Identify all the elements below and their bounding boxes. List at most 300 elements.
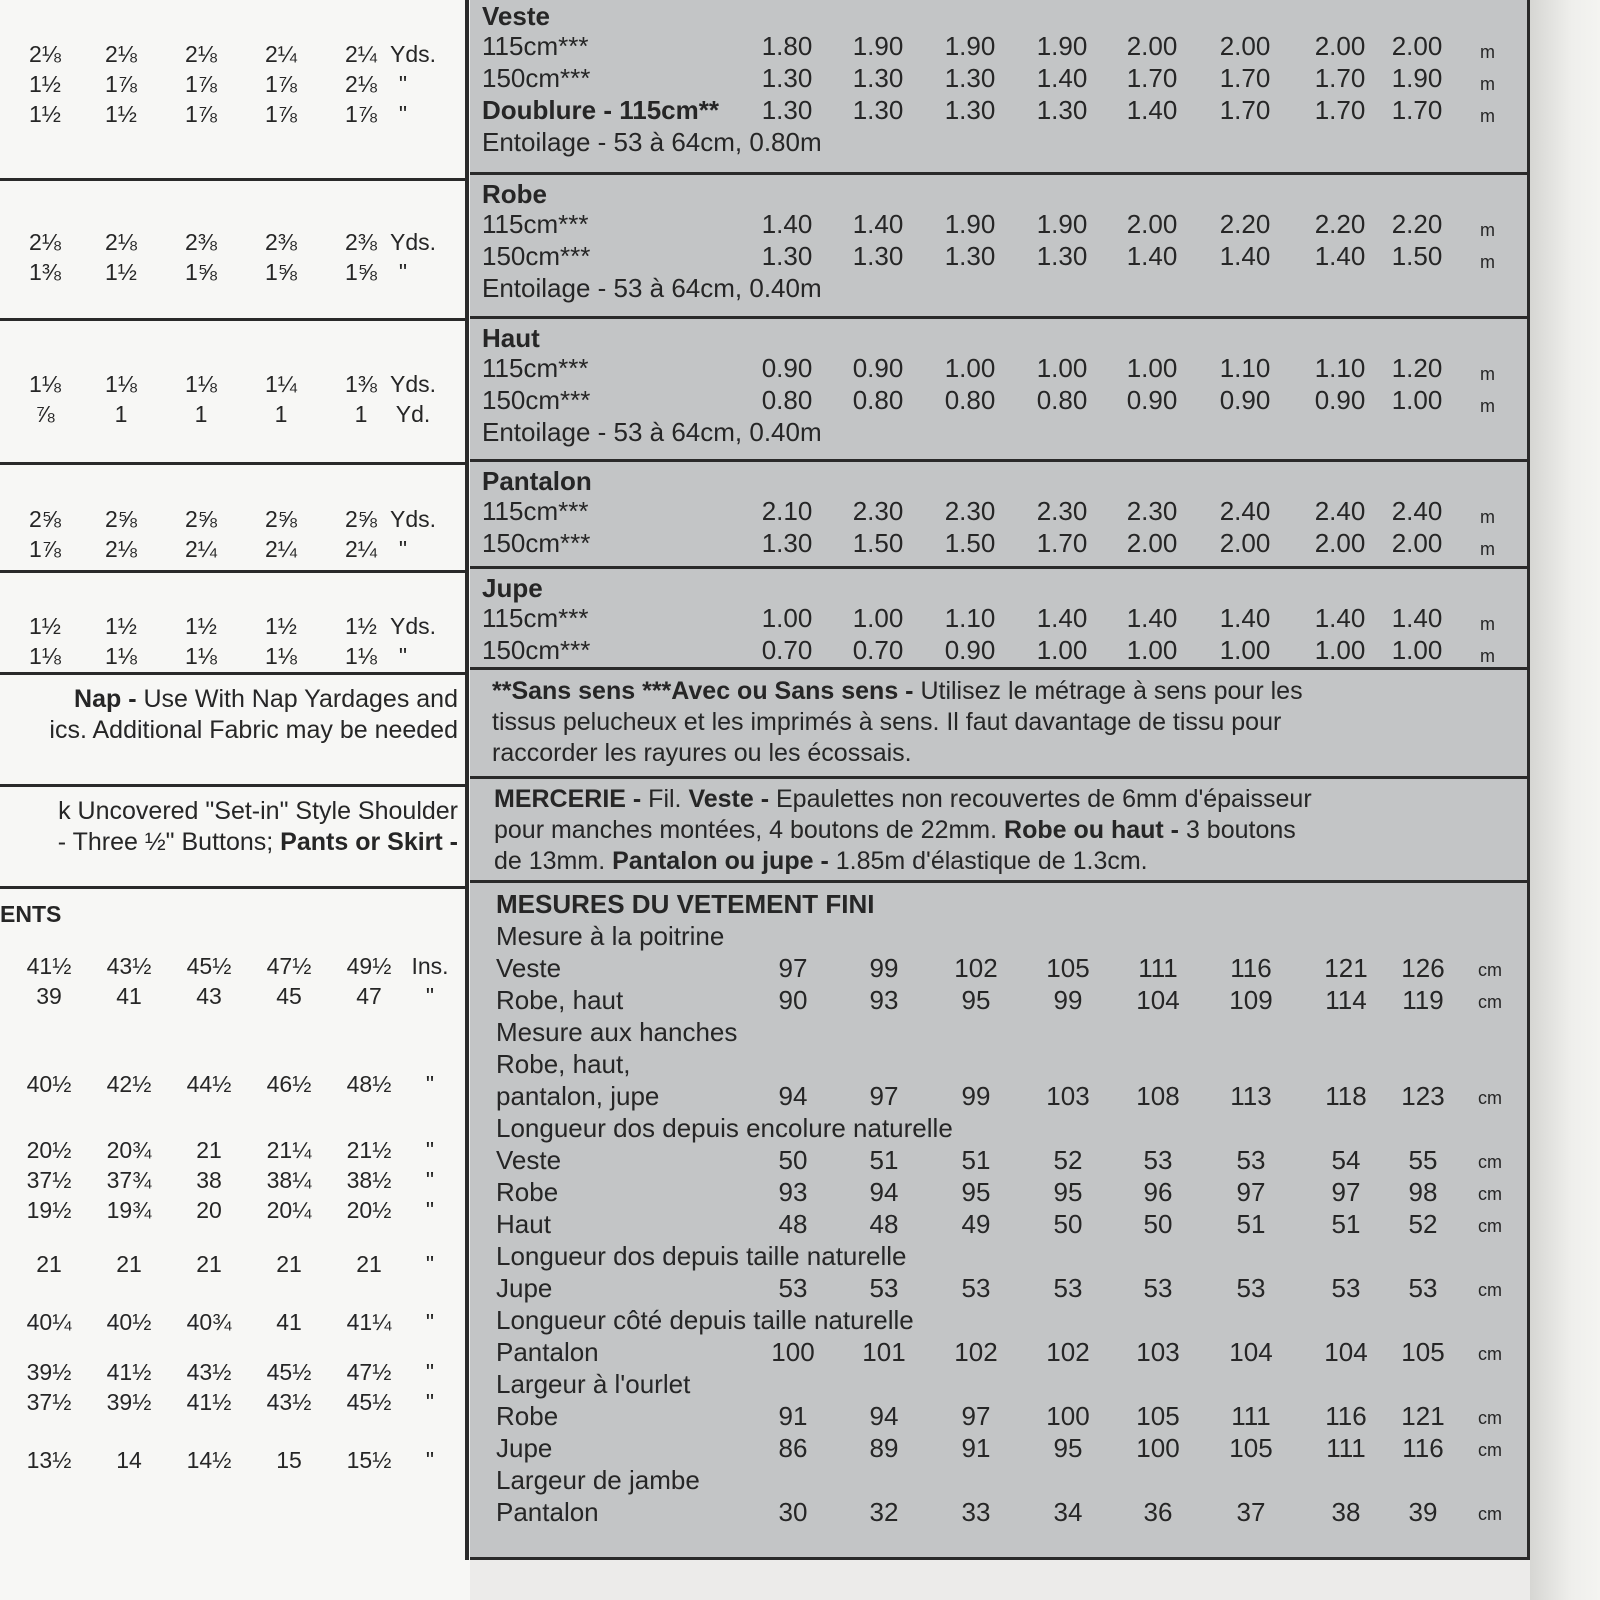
yardage-value: 2.20 <box>1219 209 1271 239</box>
yardage-value: 1.10 <box>1314 353 1366 383</box>
measurement-row <box>470 1080 1530 1112</box>
yardage-row <box>470 94 1530 126</box>
yardage-value: 0.80 <box>852 385 904 415</box>
measurement-value: 20½ <box>346 1197 392 1223</box>
yardage-value: 1.00 <box>1126 353 1178 383</box>
section-divider <box>470 172 1530 175</box>
notions-text: pour manches montées, 4 boutons de 22mm. <box>494 816 1005 844</box>
yardage-value: 2.40 <box>1314 496 1366 526</box>
yardage-row <box>0 370 466 398</box>
section-divider <box>470 880 1530 883</box>
unit-label: m <box>1480 220 1495 240</box>
yardage-value: 1.40 <box>1219 241 1271 271</box>
measurement-value: 34 <box>1053 1497 1083 1527</box>
yardage-value: 1.10 <box>1219 353 1271 383</box>
fabric-width-label: 150cm*** <box>482 528 591 558</box>
yardage-value: 1.30 <box>944 241 996 271</box>
measurement-value: 94 <box>869 1401 899 1431</box>
yardage-value: 2.00 <box>1126 31 1178 61</box>
yardage-value: 1.20 <box>1391 353 1443 383</box>
yardage-value: 2⅝ <box>185 506 217 532</box>
unit-label: " <box>425 1137 435 1163</box>
measurement-label: Longueur dos depuis taille naturelle <box>496 1241 907 1271</box>
yardage-section-veste <box>470 0 1530 172</box>
yardage-value: 2.00 <box>1391 528 1443 558</box>
yardage-value: 2.00 <box>1219 31 1271 61</box>
yardage-row <box>0 258 466 286</box>
measurement-value: 51 <box>869 1145 899 1175</box>
measurement-value: 53 <box>1143 1273 1173 1303</box>
measurement-value: 53 <box>1408 1273 1438 1303</box>
measurement-value: 39 <box>36 983 62 1009</box>
nap-note-en <box>0 684 466 746</box>
measurement-value: 101 <box>862 1337 906 1367</box>
yardage-value: 1½ <box>345 613 377 639</box>
yardage-value: 1½ <box>185 613 217 639</box>
yardage-row <box>470 208 1530 240</box>
yardage-value: 0.90 <box>944 635 996 665</box>
unit-label: cm <box>1478 1088 1502 1108</box>
garment-name: Pantalon <box>482 466 592 496</box>
yardage-value: 0.80 <box>761 385 813 415</box>
yardage-value: 1⅛ <box>185 371 217 397</box>
fabric-width-label: 115cm*** <box>482 603 589 633</box>
yardage-value: 1.30 <box>761 63 813 93</box>
measurement-row <box>0 1136 466 1164</box>
interfacing-note: Entoilage - 53 à 64cm, 0.80m <box>482 127 822 157</box>
notions-text: k Uncovered "Set-in" Style Shoulder <box>58 797 458 825</box>
measurement-value: 98 <box>1408 1177 1438 1207</box>
measurement-value: 103 <box>1136 1337 1180 1367</box>
unit-label: cm <box>1478 1440 1502 1460</box>
yardage-value: 2.40 <box>1391 496 1443 526</box>
measurement-value: 40½ <box>26 1071 72 1097</box>
measurement-value: 19½ <box>26 1197 72 1223</box>
measurement-value: 53 <box>869 1273 899 1303</box>
yardage-value: 2.00 <box>1314 528 1366 558</box>
yardage-value: 1½ <box>105 613 137 639</box>
measurement-value: 21 <box>356 1251 382 1277</box>
yardage-value: 1⅜ <box>345 371 377 397</box>
measurement-value: 114 <box>1325 985 1367 1015</box>
yardage-value: 1.30 <box>761 528 813 558</box>
measurement-label: pantalon, jupe <box>496 1081 660 1111</box>
measurement-value: 93 <box>869 985 899 1015</box>
yardage-value: 1.40 <box>1126 241 1178 271</box>
yardage-value: 1.40 <box>1036 63 1088 93</box>
yardage-value: 2.00 <box>1314 31 1366 61</box>
garment-name: Veste <box>482 1 550 31</box>
notions-text: 1.85m d'élastique de 1.3cm. <box>828 847 1148 875</box>
yardage-value: 1.70 <box>1219 95 1271 125</box>
measurement-value: 38¼ <box>266 1167 312 1193</box>
notions-fr <box>494 784 1524 877</box>
measurement-label: Mesure aux hanches <box>496 1017 738 1047</box>
measurement-heading <box>470 1368 1530 1400</box>
yardage-value: 1.40 <box>1219 603 1271 633</box>
notions-text: Veste - <box>688 785 770 813</box>
measurement-row <box>470 984 1530 1016</box>
yardage-value: 2⅛ <box>185 41 217 67</box>
nap-note-bold: **Sans sens ***Avec ou Sans sens - <box>492 677 914 705</box>
measurement-value: 40¼ <box>26 1309 72 1335</box>
measurement-value: 52 <box>1053 1145 1083 1175</box>
yardage-value: 0.80 <box>944 385 996 415</box>
unit-label: Yds. <box>389 371 437 397</box>
yardage-value: 1.00 <box>944 353 996 383</box>
measurement-value: 33 <box>961 1497 991 1527</box>
fabric-width-label: 150cm*** <box>482 385 591 415</box>
unit-label: cm <box>1478 1504 1502 1524</box>
fabric-width-label: 115cm*** <box>482 353 589 383</box>
yardage-value: 1.00 <box>761 603 813 633</box>
measurement-value: 119 <box>1402 985 1444 1015</box>
measurement-label: Pantalon <box>496 1337 599 1367</box>
measurement-value: 111 <box>1138 953 1178 983</box>
unit-label: m <box>1480 42 1495 62</box>
finished-measurements-en <box>0 900 466 1520</box>
measurement-label: Robe <box>496 1401 559 1431</box>
yardage-value: 1.00 <box>1314 635 1366 665</box>
garment-name: Haut <box>482 323 540 353</box>
finished-title: ENTS <box>0 901 62 927</box>
yardage-value: 1.40 <box>1126 603 1178 633</box>
measurement-value: 97 <box>1236 1177 1266 1207</box>
measurement-value: 104 <box>1136 985 1180 1015</box>
yardage-value: 1.50 <box>944 528 996 558</box>
measurement-value: 97 <box>1331 1177 1361 1207</box>
yardage-row <box>0 100 466 128</box>
measurement-value: 113 <box>1230 1081 1272 1111</box>
measurement-row <box>0 1446 466 1474</box>
garment-name: Robe <box>482 179 547 209</box>
measurement-value: 97 <box>778 953 808 983</box>
measurement-value: 102 <box>954 953 998 983</box>
measurement-value: 95 <box>1053 1433 1083 1463</box>
unit-label: m <box>1480 364 1495 384</box>
nap-note-text: Use With Nap Yardages and <box>136 685 458 713</box>
yardage-section-pantalon <box>470 465 1530 566</box>
yardage-value: 2.40 <box>1219 496 1271 526</box>
measurement-value: 53 <box>961 1273 991 1303</box>
envelope-edge <box>1530 0 1600 1600</box>
measurement-label: Robe, haut <box>496 985 624 1015</box>
measurement-value: 53 <box>1053 1273 1083 1303</box>
measurement-value: 50 <box>778 1145 808 1175</box>
measurement-value: 104 <box>1324 1337 1368 1367</box>
unit-label: Yds. <box>389 613 437 639</box>
measurement-value: 43½ <box>266 1389 312 1415</box>
yardage-value: 2.00 <box>1126 528 1178 558</box>
unit-label: cm <box>1478 992 1502 1012</box>
yardage-value: 0.90 <box>1314 385 1366 415</box>
measurement-value: 21 <box>276 1251 302 1277</box>
yardage-value: 0.90 <box>1219 385 1271 415</box>
yardage-value: 1⅝ <box>265 259 297 285</box>
yardage-value: 1.50 <box>1391 241 1443 271</box>
yardage-section-en <box>0 370 466 510</box>
yardage-value: 1⅞ <box>185 71 217 97</box>
measurement-value: 91 <box>961 1433 991 1463</box>
measurement-label: Largeur à l'ourlet <box>496 1369 691 1399</box>
measurement-value: 96 <box>1143 1177 1173 1207</box>
measurement-value: 41 <box>276 1309 302 1335</box>
unit-label: " <box>398 101 408 127</box>
measurement-value: 123 <box>1401 1081 1445 1111</box>
notions-en <box>0 796 466 858</box>
yardage-value: 1.40 <box>852 209 904 239</box>
measurement-value: 100 <box>1136 1433 1180 1463</box>
measurement-value: 41 <box>116 983 142 1009</box>
measurement-value: 99 <box>869 953 899 983</box>
yardage-value: 2⅜ <box>265 229 297 255</box>
yardage-value: 2⅝ <box>265 506 297 532</box>
measurement-label: Veste <box>496 1145 562 1175</box>
measurement-row <box>0 1166 466 1194</box>
measurement-value: 43½ <box>106 953 152 979</box>
yardage-value: 1.40 <box>1391 603 1443 633</box>
measurement-value: 105 <box>1046 953 1090 983</box>
measurement-label: Longueur côté depuis taille naturelle <box>496 1305 914 1335</box>
yardage-value: 1⅛ <box>265 643 297 669</box>
unit-label: m <box>1480 106 1495 126</box>
measurement-value: 37 <box>1236 1497 1266 1527</box>
measurement-row <box>0 952 466 980</box>
yardage-row <box>0 505 466 533</box>
yardage-value: 1⅛ <box>105 643 137 669</box>
measurement-value: 108 <box>1136 1081 1180 1111</box>
yardage-value: 2.20 <box>1314 209 1366 239</box>
measurement-value: 51 <box>961 1145 991 1175</box>
yardage-value: 1 <box>354 401 368 427</box>
unit-label: cm <box>1478 1184 1502 1204</box>
measurement-row <box>470 952 1530 984</box>
unit-label: m <box>1480 396 1495 416</box>
yardage-value: 2⅝ <box>29 506 61 532</box>
yardage-value: 0.90 <box>852 353 904 383</box>
yardage-row <box>470 527 1530 559</box>
finished-measurements-fr <box>470 888 1530 1548</box>
yardage-row <box>470 384 1530 416</box>
yardage-value: 1⅞ <box>105 71 137 97</box>
fabric-width-label: 150cm*** <box>482 241 591 271</box>
yardage-row <box>470 602 1530 634</box>
unit-label: " <box>425 1309 435 1335</box>
yardage-value: 1.50 <box>852 528 904 558</box>
yardage-value: 1.00 <box>852 603 904 633</box>
yardage-value: 1⅞ <box>29 536 61 562</box>
measurement-value: 21½ <box>346 1137 392 1163</box>
measurement-value: 45½ <box>186 953 232 979</box>
measurement-value: 50 <box>1053 1209 1083 1239</box>
yardage-value: 0.80 <box>1036 385 1088 415</box>
measurement-label: Pantalon <box>496 1497 599 1527</box>
measurement-value: 116 <box>1325 1401 1367 1431</box>
yardage-row <box>0 70 466 98</box>
measurement-label: Haut <box>496 1209 551 1239</box>
measurement-value: 20¾ <box>106 1137 152 1163</box>
yardage-value: 1.40 <box>1314 603 1366 633</box>
yardage-value: 1.30 <box>944 63 996 93</box>
yardage-value: 1.10 <box>944 603 996 633</box>
unit-label: m <box>1480 507 1495 527</box>
unit-label: " <box>425 983 435 1009</box>
yardage-value: 2¼ <box>345 536 377 562</box>
unit-label: cm <box>1478 1152 1502 1172</box>
measurement-value: 43 <box>196 983 222 1009</box>
yardage-value: 2.30 <box>852 496 904 526</box>
finished-title: MESURES DU VETEMENT FINI <box>496 889 875 919</box>
yardage-value: 1 <box>194 401 208 427</box>
yardage-row <box>0 535 466 563</box>
yardage-value: 1.00 <box>1391 635 1443 665</box>
yardage-value: 1⅞ <box>345 101 377 127</box>
yardage-row <box>0 228 466 256</box>
measurement-value: 47 <box>356 983 382 1009</box>
measurement-value: 55 <box>1408 1145 1438 1175</box>
measurement-label: Robe, haut, <box>496 1049 631 1079</box>
yardage-row <box>0 642 466 670</box>
yardage-value: 1.90 <box>1036 209 1088 239</box>
measurement-value: 48 <box>778 1209 808 1239</box>
notions-text: MERCERIE - <box>494 785 642 813</box>
yardage-value: 1 <box>274 401 288 427</box>
yardage-value: 1.30 <box>944 95 996 125</box>
measurement-value: 21 <box>196 1251 222 1277</box>
section-divider <box>0 886 466 889</box>
measurement-value: 47½ <box>266 953 312 979</box>
measurement-value: 116 <box>1230 953 1272 983</box>
yardage-value: 2⅜ <box>185 229 217 255</box>
measurement-value: 38 <box>1331 1497 1361 1527</box>
notions-text: Fil. <box>641 785 689 813</box>
measurement-value: 94 <box>778 1081 808 1111</box>
measurement-value: 39 <box>1408 1497 1438 1527</box>
yardage-value: 1.70 <box>1126 63 1178 93</box>
measurement-heading <box>470 1464 1530 1496</box>
measurement-label: Jupe <box>496 1433 553 1463</box>
unit-label: " <box>398 71 408 97</box>
measurement-row <box>470 1432 1530 1464</box>
yardage-value: 1.40 <box>761 209 813 239</box>
yardage-value: 1.40 <box>1126 95 1178 125</box>
measurement-value: 14½ <box>186 1447 232 1473</box>
measurement-value: 95 <box>1053 1177 1083 1207</box>
unit-label: m <box>1480 614 1495 634</box>
nap-note-fr <box>492 676 1522 769</box>
yardage-value: 2.20 <box>1391 209 1443 239</box>
yardage-value: 2⅛ <box>105 536 137 562</box>
measurement-label: Mesure à la poitrine <box>496 921 725 951</box>
unit-label: cm <box>1478 1344 1502 1364</box>
measurement-value: 116 <box>1402 1433 1444 1463</box>
interfacing-note: Entoilage - 53 à 64cm, 0.40m <box>482 273 822 303</box>
measurement-value: 13½ <box>26 1447 72 1473</box>
measurement-value: 97 <box>869 1081 899 1111</box>
yardage-value: 1⅛ <box>29 643 61 669</box>
unit-label: " <box>425 1251 435 1277</box>
yardage-value: 2¼ <box>345 41 377 67</box>
yardage-value: 2.30 <box>944 496 996 526</box>
measurement-value: 48½ <box>346 1071 392 1097</box>
unit-label: m <box>1480 74 1495 94</box>
yardage-value: 1⅝ <box>345 259 377 285</box>
fabric-width-label: 115cm*** <box>482 209 589 239</box>
yardage-value: 0.70 <box>761 635 813 665</box>
yardage-value: 2⅛ <box>105 41 137 67</box>
measurement-value: 46½ <box>266 1071 312 1097</box>
section-divider <box>0 784 466 787</box>
yardage-value: 1.90 <box>1391 63 1443 93</box>
measurement-row <box>470 1336 1530 1368</box>
measurement-value: 41½ <box>186 1389 232 1415</box>
measurement-value: 121 <box>1401 1401 1445 1431</box>
measurement-value: 32 <box>869 1497 899 1527</box>
measurement-label: Jupe <box>496 1273 553 1303</box>
measurement-value: 41½ <box>26 953 72 979</box>
nap-note-text: Utilisez le métrage à sens pour les <box>913 677 1303 705</box>
measurement-value: 37¾ <box>106 1167 152 1193</box>
yardage-value: 1.00 <box>1219 635 1271 665</box>
yardage-value: 1.90 <box>944 31 996 61</box>
yardage-value: 0.70 <box>852 635 904 665</box>
measurement-value: 91 <box>778 1401 808 1431</box>
measurement-value: 15½ <box>346 1447 392 1473</box>
measurement-value: 121 <box>1324 953 1368 983</box>
measurement-label: Largeur de jambe <box>496 1465 700 1495</box>
measurement-value: 89 <box>869 1433 899 1463</box>
measurement-value: 48 <box>869 1209 899 1239</box>
yardage-section-haut <box>470 322 1530 459</box>
measurement-value: 21¼ <box>266 1137 312 1163</box>
unit-label: " <box>425 1071 435 1097</box>
yardage-value: 1.30 <box>1036 241 1088 271</box>
section-divider <box>470 459 1530 462</box>
section-divider <box>470 776 1530 779</box>
yardage-section-en <box>0 40 466 180</box>
yardage-value: 2⅛ <box>29 229 61 255</box>
yardage-value: 2.10 <box>761 496 813 526</box>
measurement-value: 99 <box>1053 985 1083 1015</box>
measurement-value: 43½ <box>186 1359 232 1385</box>
unit-label: cm <box>1478 960 1502 980</box>
yardage-row <box>0 612 466 640</box>
yardage-value: 1.70 <box>1219 63 1271 93</box>
measurement-value: 38½ <box>346 1167 392 1193</box>
unit-label: cm <box>1478 1408 1502 1428</box>
measurement-value: 95 <box>961 1177 991 1207</box>
yardage-value: 1½ <box>105 101 137 127</box>
yardage-value: 1.30 <box>761 95 813 125</box>
yardage-value: 2.00 <box>1391 31 1443 61</box>
yardage-value: 1.00 <box>1036 635 1088 665</box>
yardage-value: 1.00 <box>1391 385 1443 415</box>
nap-note-text: tissus pelucheux et les imprimés à sens. Il faut davantage de tissu pour <box>492 708 1282 736</box>
yardage-value: 1.00 <box>1036 353 1088 383</box>
yardage-value: 1½ <box>29 101 61 127</box>
yardage-value: 1.70 <box>1036 528 1088 558</box>
measurement-value: 118 <box>1325 1081 1367 1111</box>
measurement-value: 86 <box>778 1433 808 1463</box>
measurement-value: 93 <box>778 1177 808 1207</box>
yardage-value: 2⅛ <box>345 71 377 97</box>
yardage-value: 1½ <box>29 71 61 97</box>
measurement-label: Veste <box>496 953 562 983</box>
unit-label: " <box>425 1359 435 1385</box>
measurement-row <box>470 1272 1530 1304</box>
measurement-value: 44½ <box>186 1071 232 1097</box>
yardage-value: 2.30 <box>1126 496 1178 526</box>
